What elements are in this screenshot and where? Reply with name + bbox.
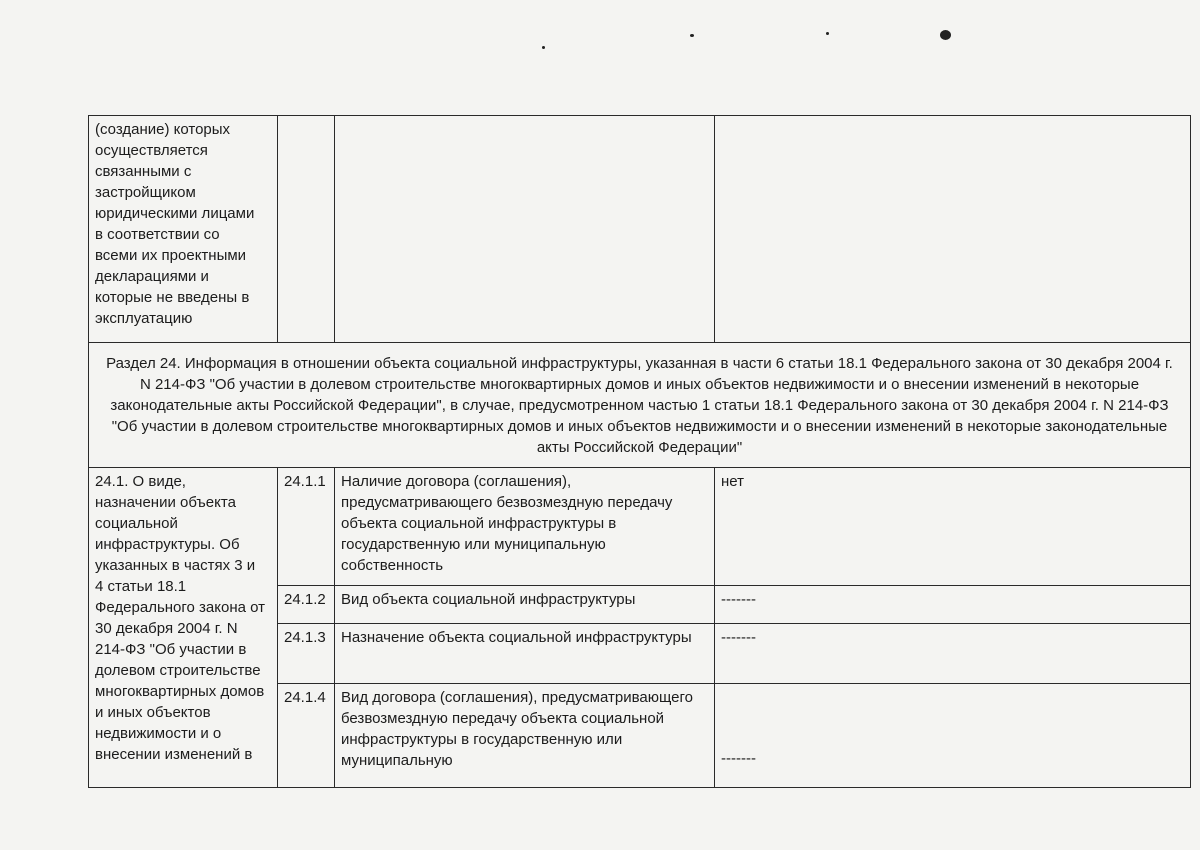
continuation-num-cell [278,116,335,343]
scan-speck [826,32,829,35]
row-label: Вид договора (соглашения), предусматривающего безвозмездную передачу объекта социальной инфраструктуры в государственную или муниципальную [335,684,715,788]
table-row [89,468,1191,586]
row-value: нет [715,468,1191,586]
row-number: 24.1.3 [278,624,335,684]
scan-speck [542,46,545,49]
group-24-1-label [89,468,278,788]
row-label: Наличие договора (соглашения), предусматривающего безвозмездную передачу объекта социальной инфраструктуры в государственную или муниципальную собственность [335,468,715,586]
scan-speck [940,30,951,40]
row-number: 24.1.4 [278,684,335,788]
continuation-desc-cell [335,116,715,343]
document-table [88,115,1191,788]
continuation-label: (создание) которых осуществляется связанными с застройщиком юридическими лицами в соответствии со всеми их проектными декларациями и которые не введены в эксплуатацию [95,121,255,327]
scan-speck [690,34,694,37]
continuation-row [89,116,1191,343]
continuation-label-cell [89,116,278,343]
continuation-value-cell [715,116,1191,343]
row-value: ------- [715,586,1191,624]
section-header-row [89,343,1191,468]
row-label: Вид объекта социальной инфраструктуры [335,586,715,624]
row-label: Назначение объекта социальной инфраструктуры [335,624,715,684]
row-number: 24.1.1 [278,468,335,586]
row-value: ------- [715,684,1191,788]
group-24-1-text: 24.1. О виде, назначении объекта социальной инфраструктуры. Об указанных в частях 3 и 4 статьи 18.1 Федерального закона от 30 декабря 2004 г. N 214-ФЗ "Об участии в долевом строительстве многоквартирных домов и иных объектов недвижимости и о внесении изменений в [95,473,266,763]
section-24-header: Раздел 24. Информация в отношении объекта социальной инфраструктуры, указанная в части 6 статьи 18.1 Федерального закона от 30 декабря 2004 г. N 214-ФЗ "Об участии в долевом строительстве многоквартирных домов и иных объектов недвижимости и о внесении изменений в некоторые законодательные акты Российской Федерации", в случае, предусмотренном частью 1 статьи 18.1 Федерального закона от 30 декабря 2004 г. N 214-ФЗ "Об участии в долевом строительстве многоквартирных домов и иных объектов недвижимости и о внесении изменений в некоторые законодательные акты Российской Федерации" [89,343,1191,468]
row-value: ------- [715,624,1191,684]
row-number: 24.1.2 [278,586,335,624]
